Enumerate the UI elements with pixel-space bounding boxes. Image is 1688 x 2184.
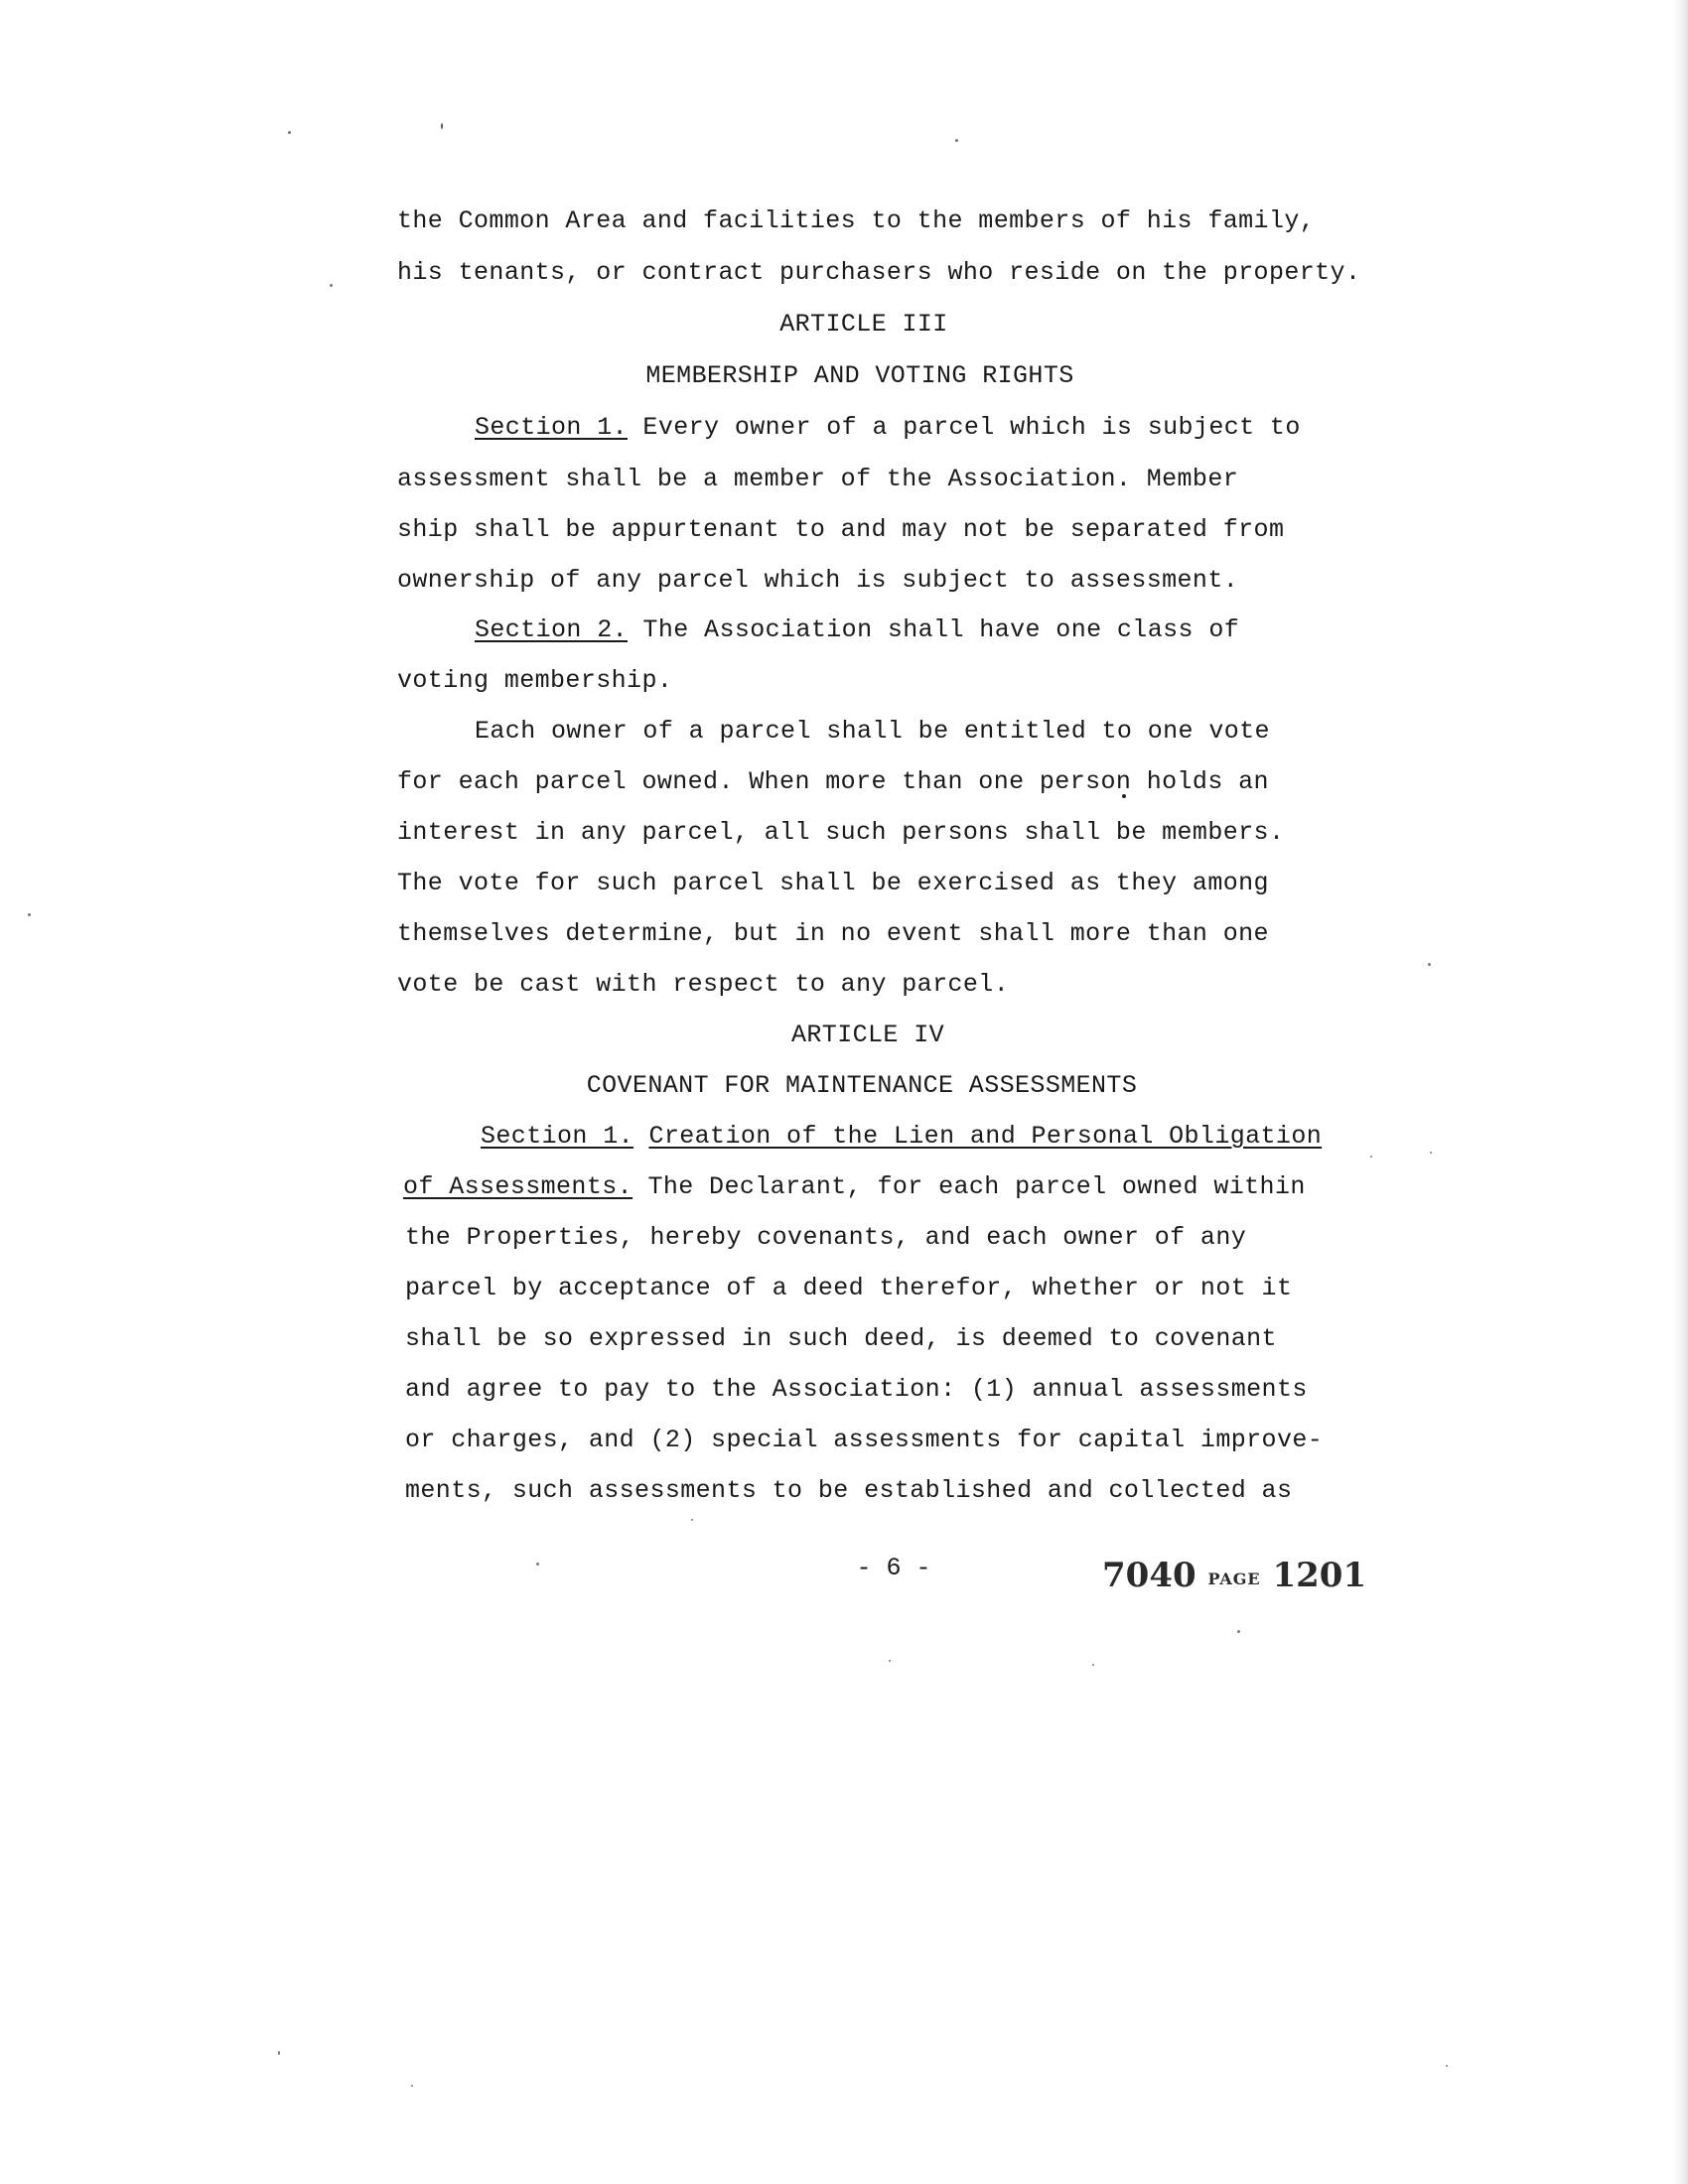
scan-speck (441, 123, 443, 129)
body-line: assessment shall be a member of the Association. Member (397, 465, 1239, 493)
scan-speck (1370, 1156, 1372, 1158)
body-line: for each parcel owned. When more than one person holds an (397, 767, 1269, 796)
article-heading: ARTICLE IV (790, 1021, 945, 1049)
section-heading: Creation of the Lien and Personal Obligation (648, 1122, 1323, 1151)
body-line: the Properties, hereby covenants, and each owner of any (405, 1223, 1247, 1252)
body-line: ments, such assessments to be established and collected as (405, 1476, 1293, 1505)
scan-speck (1430, 1152, 1432, 1154)
body-line: The vote for such parcel shall be exercised as they among (397, 869, 1269, 897)
body-line: vote be cast with respect to any parcel. (397, 970, 1010, 999)
page-number: - 6 - (856, 1554, 931, 1582)
section-label: Section 1. (475, 413, 629, 442)
section-paragraph-line (475, 413, 1301, 443)
book-number: 7040 (1102, 1556, 1196, 1595)
section-label: Section 2. (475, 615, 629, 644)
scan-speck (278, 2051, 280, 2055)
body-line: themselves determine, but in no event shall more than one (397, 919, 1269, 948)
scan-speck (330, 284, 333, 287)
body-line: voting membership. (397, 666, 673, 695)
scan-speck (1446, 2065, 1448, 2067)
scan-speck (28, 913, 31, 916)
scan-speck (1428, 963, 1431, 966)
body-line: his tenants, or contract purchasers who reside on the property. (397, 258, 1361, 287)
scan-speck (889, 1660, 891, 1662)
scan-speck (1092, 1664, 1094, 1666)
section-paragraph-line (403, 1172, 1306, 1202)
section-paragraph-line (475, 615, 1239, 645)
body-line: or charges, and (2) special assessments for capital improve- (405, 1426, 1324, 1454)
section-text: Every owner of a parcel which is subject to (628, 413, 1301, 442)
scan-speck (411, 2085, 413, 2087)
body-line: Each owner of a parcel shall be entitled to one vote (475, 717, 1270, 746)
body-line: and agree to pay to the Association: (1) annual assessments (405, 1375, 1308, 1404)
body-line: shall be so expressed in such deed, is deemed to covenant (405, 1324, 1277, 1353)
section-heading: of Assessments. (403, 1172, 633, 1201)
recording-stamp (1102, 1556, 1366, 1599)
body-line: interest in any parcel, all such persons shall be members. (397, 818, 1285, 847)
section-paragraph-line (481, 1122, 1322, 1152)
scan-speck (955, 139, 958, 142)
scan-speck (288, 131, 291, 134)
body-line: ship shall be appurtenant to and may not be separated from (397, 515, 1285, 544)
section-label: Section 1. (481, 1122, 634, 1151)
article-heading: ARTICLE III (779, 310, 948, 339)
section-text: The Declarant, for each parcel owned within (633, 1172, 1306, 1201)
page-value: 1201 (1272, 1556, 1367, 1595)
article-title: COVENANT FOR MAINTENANCE ASSESSMENTS (586, 1071, 1138, 1100)
body-line: ownership of any parcel which is subject to assessment. (397, 566, 1239, 595)
scan-speck (1237, 1630, 1240, 1633)
section-text: The Association shall have one class of (628, 615, 1240, 644)
scan-speck (536, 1563, 539, 1566)
body-line: the Common Area and facilities to the members of his family, (397, 206, 1316, 235)
body-line: parcel by acceptance of a deed therefor, whether or not it (405, 1274, 1293, 1302)
page-label: PAGE (1207, 1570, 1261, 1588)
scan-speck (691, 1519, 693, 1521)
article-title: MEMBERSHIP AND VOTING RIGHTS (645, 361, 1074, 390)
